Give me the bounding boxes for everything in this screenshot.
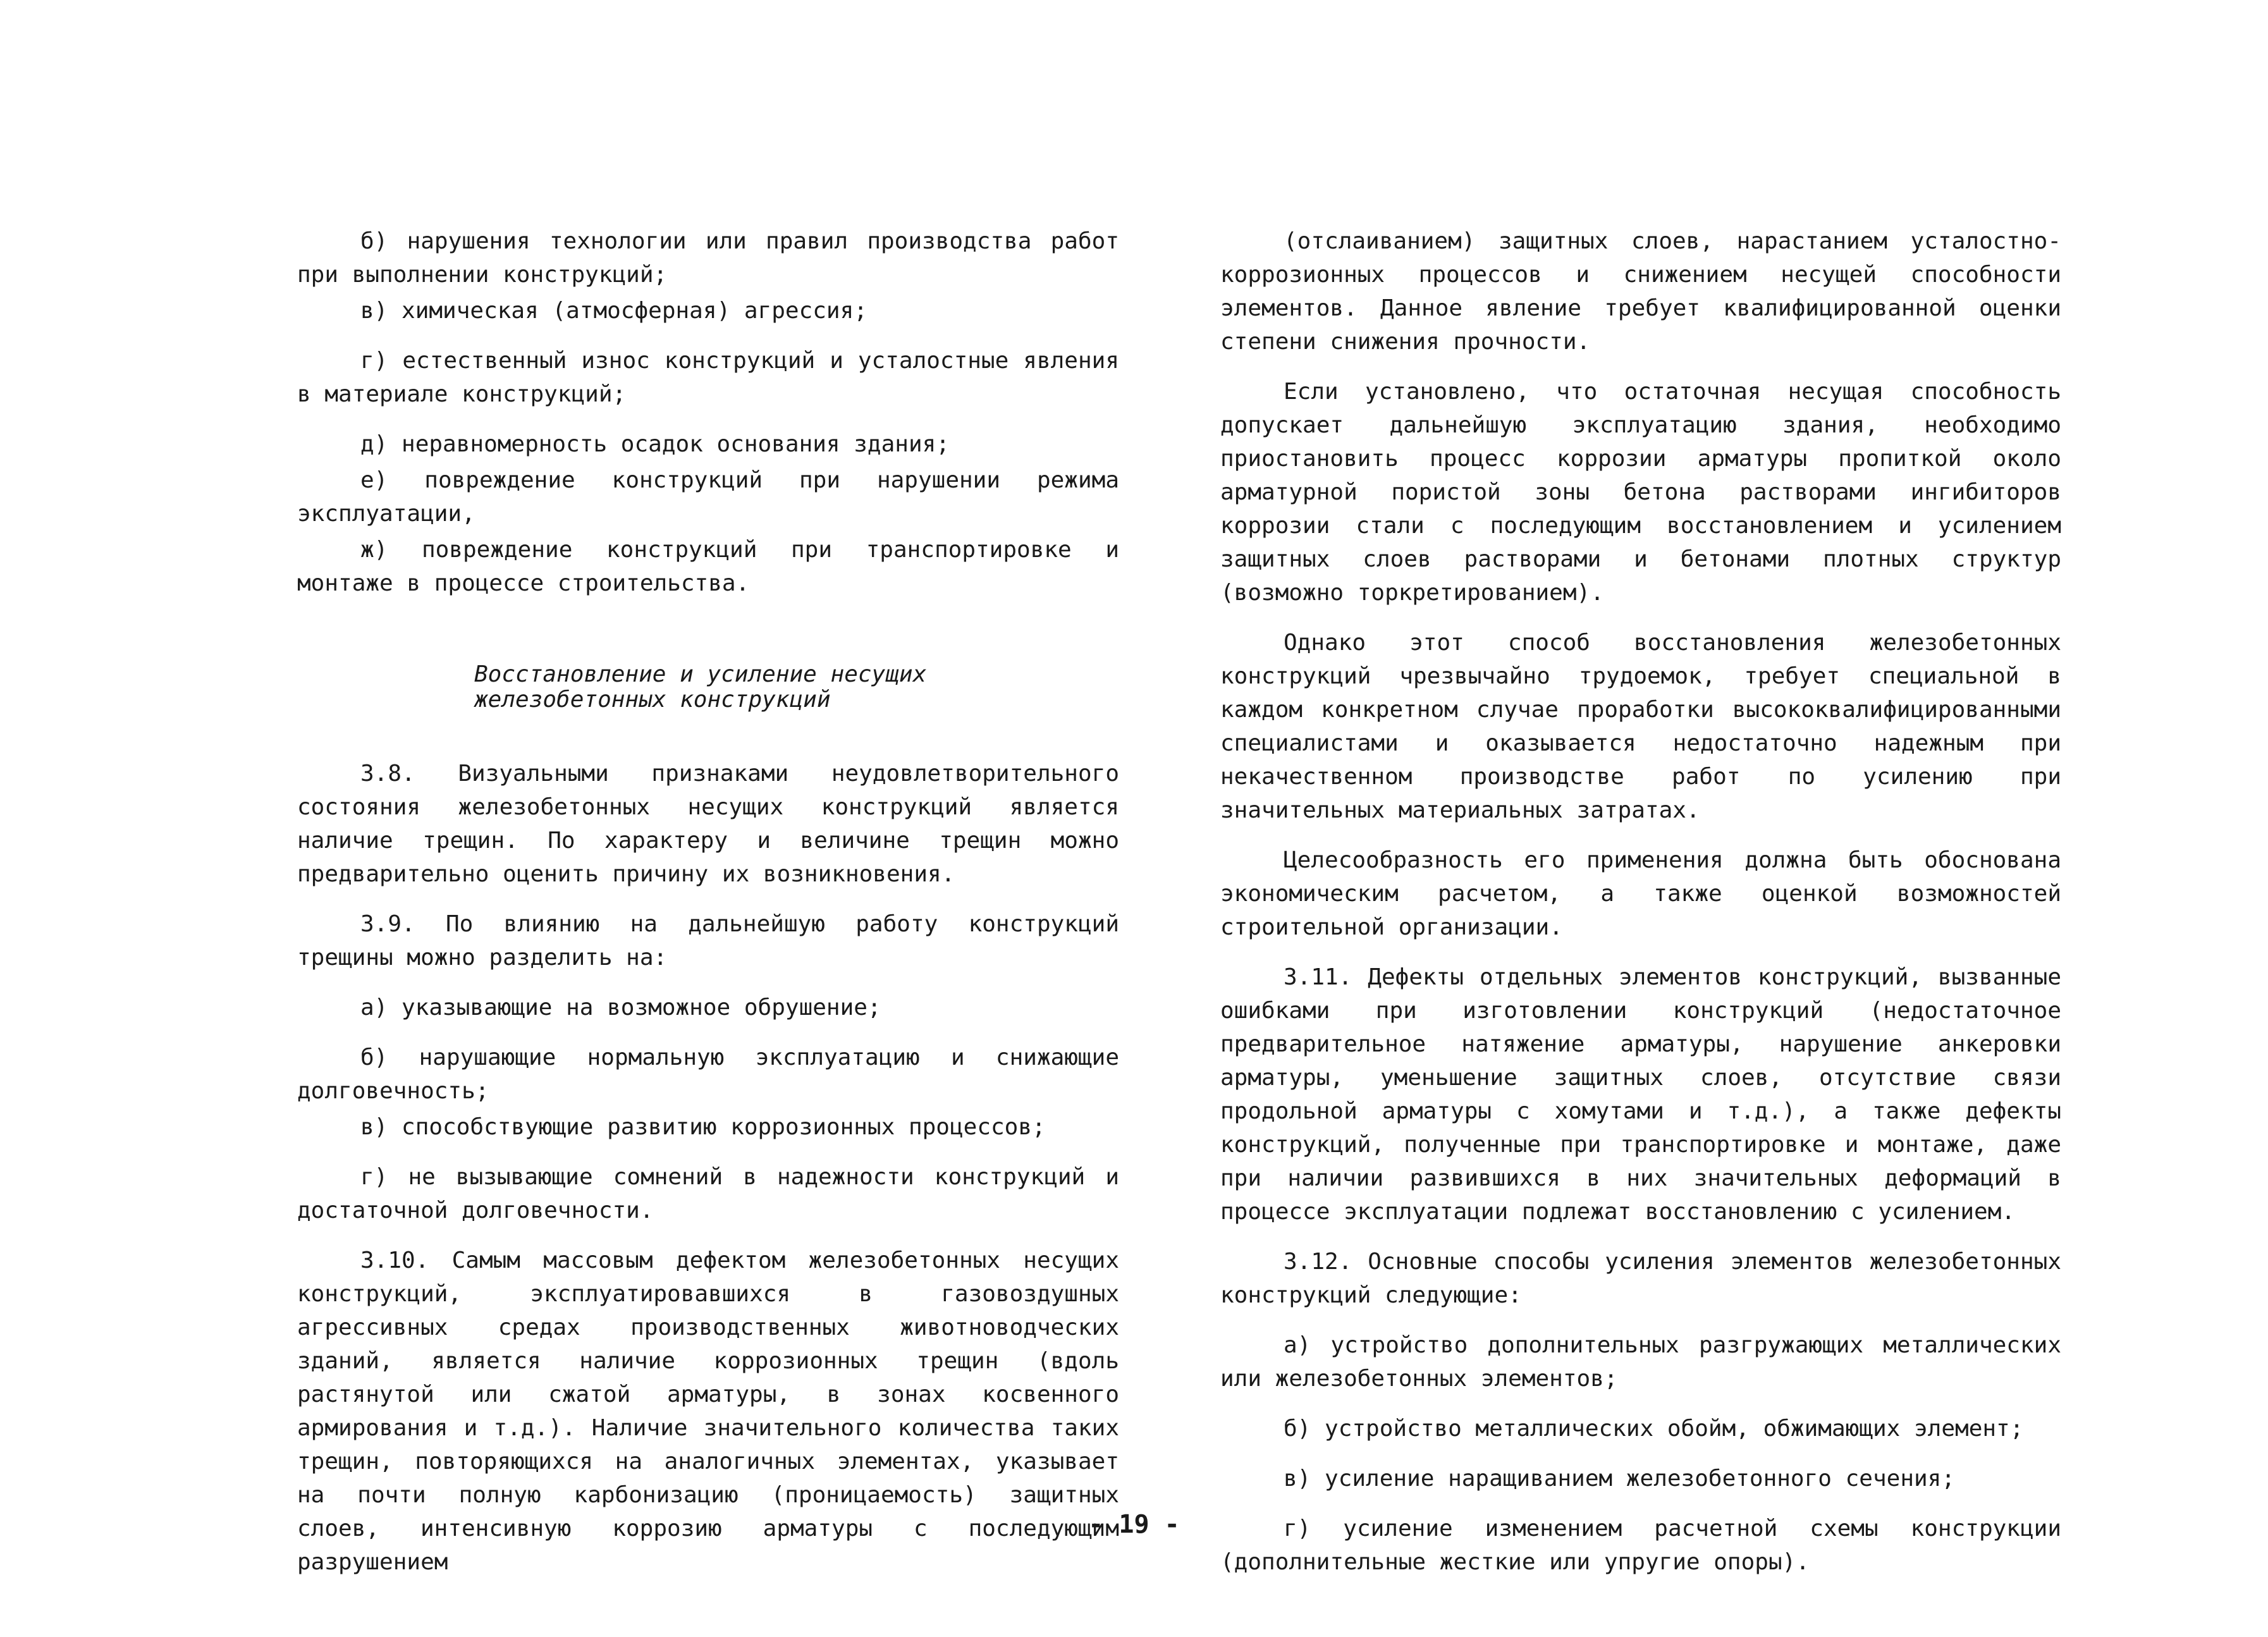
paragraph-3-12-v: в) усиление наращиванием железобетонного сечения; <box>1284 1466 1956 1492</box>
paragraph-v-chemical: в) химическая (атмосферная) агрессия; <box>360 298 867 324</box>
paragraph-b-technology: б) нарушения технологии или правил производства работ при выполнении конструкций; <box>297 228 1119 288</box>
paragraph-3-12-g: г) усиление изменением расчетной схемы конструкции (дополнительные жесткие или упругие опоры). <box>1220 1516 2061 1575</box>
paragraph-d-settlement: д) неравномерность осадок основания здания; <box>360 431 950 457</box>
paragraph-3-9-g: г) не вызывающие сомнений в надежности конструкций и достаточной долговечности. <box>297 1164 1119 1223</box>
paragraph-3-9-b: б) нарушающие нормальную эксплуатацию и снижающие долговечность; <box>297 1045 1119 1104</box>
paragraph-g-wear: г) естественный износ конструкций и усталостные явления в материале конструкций; <box>297 348 1119 407</box>
paragraph-zh-damage-transport: ж) повреждение конструкций при транспортировке и монтаже в процессе строительства. <box>297 537 1119 596</box>
paragraph-3-8: 3.8. Визуальными признаками неудовлетворительного состояния железобетонных несущих конструкций является наличие трещин. По характеру и величине трещин можно предварительно оценить причину их возникновения. <box>297 761 1119 887</box>
paragraph-3-9-a: а) указывающие на возможное обрушение; <box>360 995 881 1021</box>
paragraph-3-12: 3.12. Основные способы усиления элементов железобетонных конструкций следующие: <box>1220 1249 2061 1308</box>
paragraph-continuation: (отслаиванием) защитных слоев, нарастанием усталостно-коррозионных процессов и снижением несущей способности элементов. Данное явление требует квалифицированной оценки степени снижения прочности. <box>1220 228 2061 355</box>
section-heading-line1: Восстановление и усиление несущих <box>474 661 927 687</box>
left-column <box>297 224 1119 1595</box>
paragraph-3-12-b: б) устройство металлических обойм, обжимающих элемент; <box>1284 1416 2024 1442</box>
paragraph-e-damage-operation: е) повреждение конструкций при нарушении режима эксплуатации, <box>297 467 1119 527</box>
paragraph-residual-capacity: Если установлено, что остаточная несущая способность допускает дальнейшую эксплуатацию здания, необходимо приостановить процесс коррозии арматуры пропиткой около арматурной пористой зоны бетона растворами ингибиторов коррозии стали с последующим восстановлением и усилением защитных слоев растворами и бетонами плотных структур (возможно торкретированием). <box>1220 379 2061 606</box>
section-heading-line2: железобетонных конструкций <box>474 687 831 713</box>
paragraph-method-laborious: Однако этот способ восстановления железобетонных конструкций чрезвычайно трудоемок, требует специальной в каждом конкретном случае проработки высококвалифицированными специалистами и оказывается недостаточно надежным при некачественном производстве работ по усилению при значительных материальных затратах. <box>1220 630 2061 823</box>
section-heading <box>297 662 1119 713</box>
paragraph-3-11: 3.11. Дефекты отдельных элементов конструкций, вызванные ошибками при изготовлении конструкций (недостаточное предварительное натяжение арматуры, нарушение анкеровки арматуры, уменьшение защитных слоев, отсутствие связи продольной арматуры с хомутами и т.д.), а также дефекты конструкций, полученные при транспортировке и монтаже, даже при наличии развившихся в них значительных деформаций в процессе эксплуатации подлежат восстановлению с усилением. <box>1220 964 2061 1225</box>
paragraph-3-10: 3.10. Самым массовым дефектом железобетонных несущих конструкций, эксплуатировавшихся в газовоздушных агрессивных средах производственных животноводческих зданий, является наличие коррозионных трещин (вдоль растянутой или сжатой арматуры, в зонах косвенного армирования и т.д.). Наличие значительного количества таких трещин, повторяющихся на аналогичных элементах, указывает на почти полную карбонизацию (проницаемость) защитных слоев, интенсивную коррозию арматуры с последующим разрушением <box>297 1248 1119 1575</box>
paragraph-3-9: 3.9. По влиянию на дальнейшую работу конструкций трещины можно разделить на: <box>297 911 1119 971</box>
right-column <box>1220 224 2061 1595</box>
page-number: - 19 - <box>1088 1510 1180 1539</box>
paragraph-3-9-v: в) способствующие развитию коррозионных процессов; <box>360 1114 1046 1140</box>
paragraph-feasibility: Целесообразность его применения должна быть обоснована экономическим расчетом, а также оценкой возможностей строительной организации. <box>1220 847 2061 940</box>
paragraph-3-12-a: а) устройство дополнительных разгружающих металлических или железобетонных элементов; <box>1220 1332 2061 1392</box>
